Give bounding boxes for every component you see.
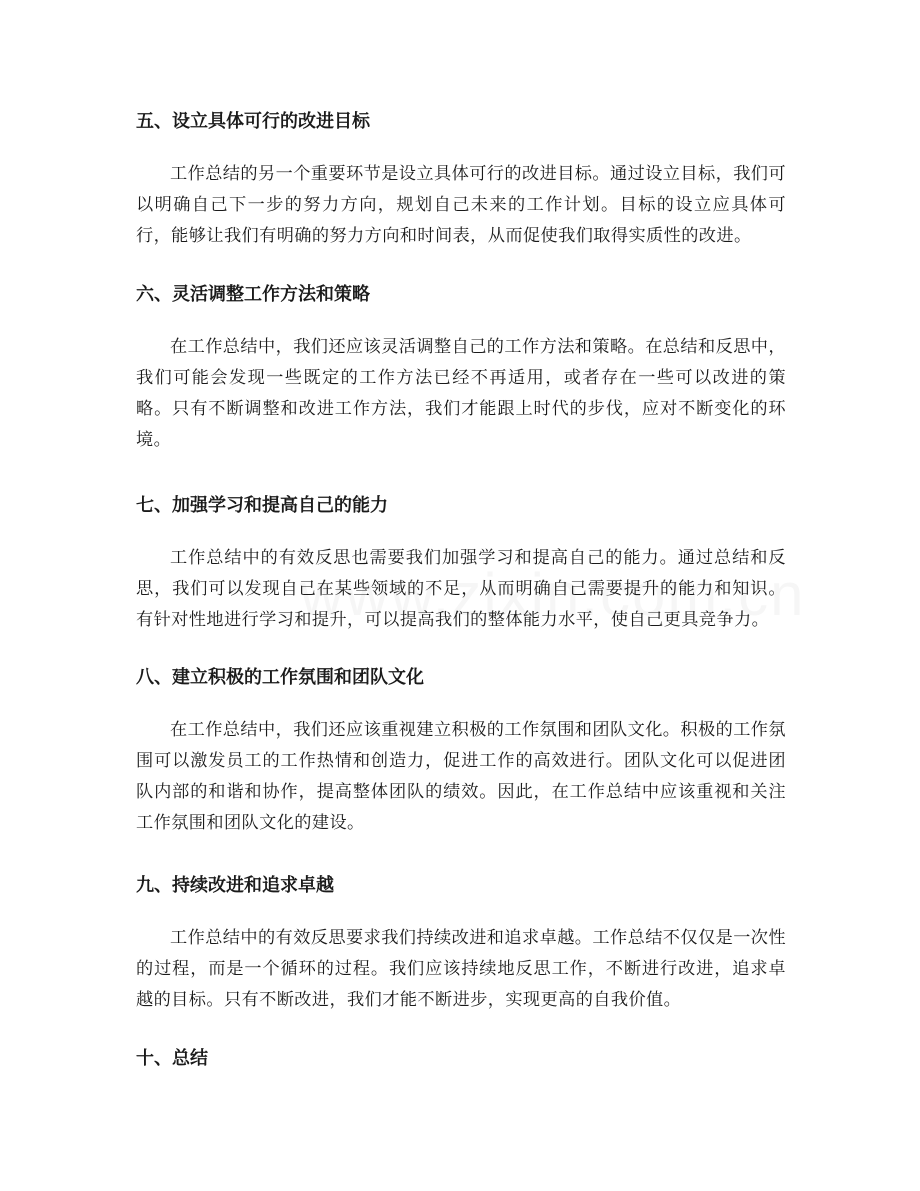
section-heading: 六、灵活调整工作方法和策略 (136, 284, 370, 305)
section-paragraph: 工作总结中的有效反思也需要我们加强学习和提高自己的能力。通过总结和反思，我们可以发现自己在某些领域的不足，从而明确自己需要提升的能力和知识。有针对性地进行学习和提升，可以提高我们的整体能力水平，使自己更具竞争力。 (136, 548, 786, 630)
section-heading: 七、加强学习和提高自己的能力 (136, 495, 388, 516)
section-10 (136, 1047, 786, 1071)
section-6 (136, 283, 786, 456)
section-8 (136, 666, 786, 839)
section-heading: 八、建立积极的工作氛围和团队文化 (136, 667, 424, 688)
section-heading: 九、持续改进和追求卓越 (136, 875, 334, 896)
section-paragraph: 在工作总结中，我们还应该重视建立积极的工作氛围和团队文化。积极的工作氛围可以激发员工的工作热情和创造力，促进工作的高效进行。团队文化可以促进团队内部的和谐和协作，提高整体团队的绩效。因此，在工作总结中应该重视和关注工作氛围和团队文化的建设。 (136, 720, 786, 833)
section-paragraph: 在工作总结中，我们还应该灵活调整自己的工作方法和策略。在总结和反思中，我们可能会发现一些既定的工作方法已经不再适用，或者存在一些可以改进的策略。只有不断调整和改进工作方法，我们才能跟上时代的步伐，应对不断变化的环境。 (136, 337, 786, 450)
section-paragraph: 工作总结的另一个重要环节是设立具体可行的改进目标。通过设立目标，我们可以明确自己下一步的努力方向，规划自己未来的工作计划。目标的设立应具体可行，能够让我们有明确的努力方向和时间表，从而促使我们取得实质性的改进。 (136, 164, 786, 246)
section-5 (136, 110, 786, 252)
section-7 (136, 494, 786, 636)
section-heading: 五、设立具体可行的改进目标 (136, 111, 370, 132)
section-9 (136, 874, 786, 1016)
section-paragraph: 工作总结中的有效反思要求我们持续改进和追求卓越。工作总结不仅仅是一次性的过程，而是一个循环的过程。我们应该持续地反思工作，不断进行改进，追求卓越的目标。只有不断改进，我们才能不断进步，实现更高的自我价值。 (136, 928, 786, 1010)
section-heading: 十、总结 (136, 1048, 208, 1069)
